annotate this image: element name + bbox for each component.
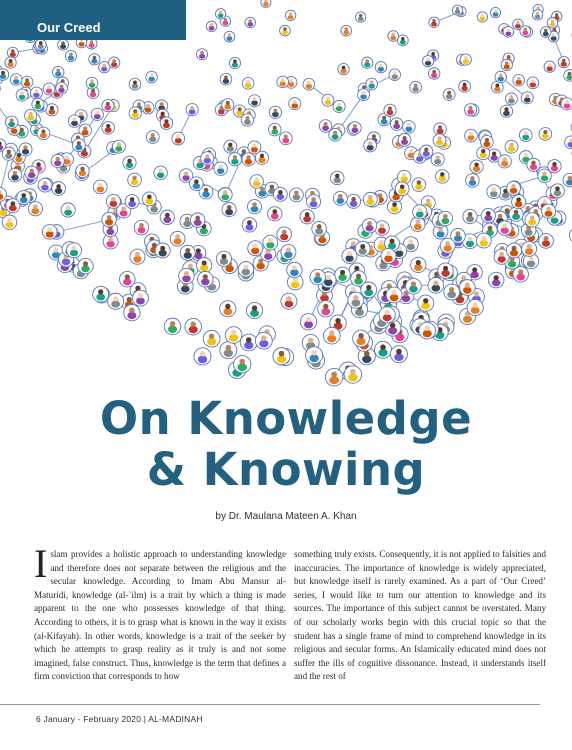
paragraph-left xyxy=(34,541,286,684)
section-label: Our Creed xyxy=(37,20,101,35)
page-folio: 6 January - February 2020 | AL-MADINAH xyxy=(36,714,203,724)
article-column-left xyxy=(34,541,286,684)
byline: by Dr. Maulana Mateen A. Khan xyxy=(215,511,357,522)
article-title xyxy=(0,393,572,495)
title-line-2: & Knowing xyxy=(146,443,426,496)
section-tab xyxy=(0,0,186,40)
right-column-text: something truly exists. Consequently, it is not applied to falsities and inaccuracies. The importance of knowledge is widely appreciated, but knowledge itself is rarely examined. As a part of ‘Our Creed’ series, I would like to turn our attention to knowledge and its sources. The importance of this subject cannot be overstated. Many of our scholarly works begin with this crucial topic so that the student has a single frame of mind to comprehend knowledge in its religious and secular forms. An Islamically educated mind does not suffer the ills of cognitive dissonance. Instead, it understands itself and the rest of xyxy=(294,549,546,682)
title-line-1: On Knowledge xyxy=(99,392,473,445)
drop-cap: I xyxy=(34,541,48,586)
footer-divider xyxy=(0,704,540,705)
article-column-right xyxy=(294,548,546,684)
left-column-text: slam provides a holistic approach to understanding knowledge and therefore does not separate between the religious and the secular knowledge. According to Imam Abu Mansur al-Maturidi, knowledge (al-`ilm) is a trait by which a thing is made apparent to the one who possesses knowledge of that thing. According to others, it is to grasp what is known in the way it exists (al-Kifayah). In other words, knowledge is a trait of the seeker by which he attempts to grasp reality as it truly is and not some imagined, false construct. Thus, knowledge is the term that defines a firm conviction that corresponds to how xyxy=(34,549,286,682)
